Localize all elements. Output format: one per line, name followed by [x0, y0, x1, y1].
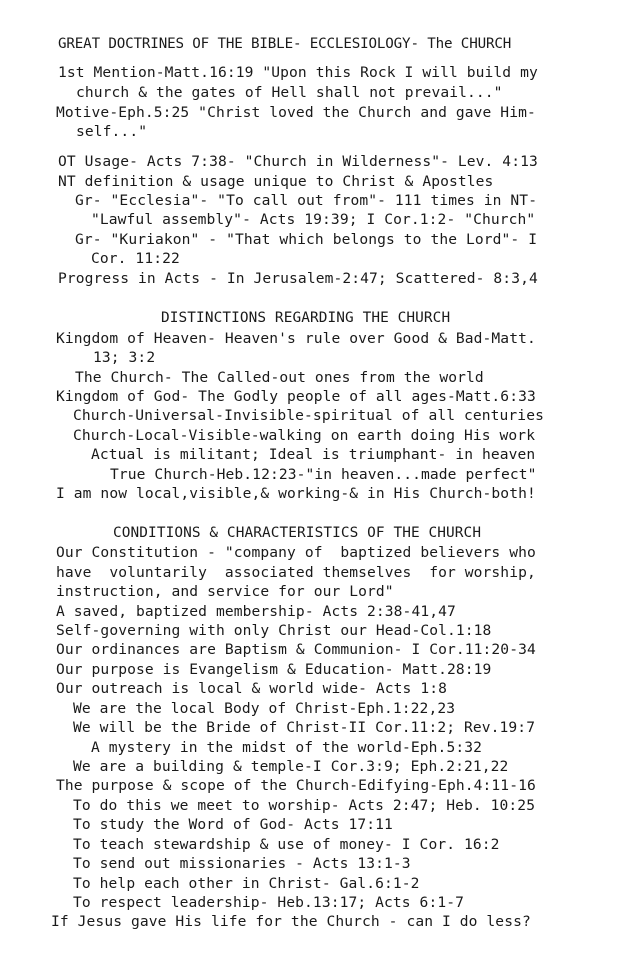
- conditions-line: We will be the Bride of Christ-II Cor.11:2; Rev.19:7: [73, 719, 536, 736]
- conditions-line: We are the local Body of Christ-Eph.1:22,23: [73, 700, 456, 717]
- conditions-line: If Jesus gave His life for the Church - can I do less?: [51, 913, 531, 930]
- conditions-line: To help each other in Christ- Gal.6:1-2: [73, 875, 420, 892]
- conditions-line: Self-governing with only Christ our Head-Col.1:18: [56, 622, 492, 639]
- usage-line: Gr- "Kuriakon" - "That which belongs to the Lord"- I: [75, 231, 538, 248]
- distinctions-line: Kingdom of God- The Godly people of all ages-Matt.6:33: [56, 388, 536, 405]
- distinctions-line: True Church-Heb.12:23-"in heaven...made perfect": [110, 466, 537, 483]
- conditions-line: The purpose & scope of the Church-Edifying-Eph.4:11-16: [56, 777, 536, 794]
- conditions-line: A mystery in the midst of the world-Eph.5:32: [91, 739, 482, 756]
- intro-line: Motive-Eph.5:25 "Christ loved the Church and gave Him-: [56, 104, 536, 121]
- conditions-line: To study the Word of God- Acts 17:11: [73, 816, 393, 833]
- distinctions-heading: DISTINCTIONS REGARDING THE CHURCH: [161, 310, 451, 326]
- conditions-line: We are a building & temple-I Cor.3:9; Eph.2:21,22: [73, 758, 509, 775]
- conditions-line: Our purpose is Evangelism & Education- Matt.28:19: [56, 661, 492, 678]
- conditions-line: To send out missionaries - Acts 13:1-3: [73, 855, 411, 872]
- distinctions-line: Church-Universal-Invisible-spiritual of all centuries: [73, 407, 544, 424]
- usage-line: OT Usage- Acts 7:38- "Church in Wilderness"- Lev. 4:13: [58, 153, 538, 170]
- distinctions-line: Actual is militant; Ideal is triumphant- in heaven: [91, 446, 536, 463]
- intro-line: self...": [76, 123, 148, 140]
- usage-line: "Lawful assembly"- Acts 19:39; I Cor.1:2- "Church": [91, 211, 536, 228]
- usage-line: NT definition & usage unique to Christ & Apostles: [58, 173, 494, 190]
- usage-line: Progress in Acts - In Jerusalem-2:47; Scattered- 8:3,4: [58, 270, 538, 287]
- intro-line: 1st Mention-Matt.16:19 "Upon this Rock I will build my: [58, 64, 538, 81]
- conditions-line: A saved, baptized membership- Acts 2:38-41,47: [56, 603, 456, 620]
- conditions-line: Our outreach is local & world wide- Acts 1:8: [56, 680, 447, 697]
- conditions-line: To teach stewardship & use of money- I Cor. 16:2: [73, 836, 500, 853]
- conditions-line: To do this we meet to worship- Acts 2:47; Heb. 10:25: [73, 797, 536, 814]
- distinctions-line: I am now local,visible,& working-& in His Church-both!: [56, 485, 536, 502]
- conditions-line: Our ordinances are Baptism & Communion- I Cor.11:20-34: [56, 641, 536, 658]
- conditions-heading: CONDITIONS & CHARACTERISTICS OF THE CHURCH: [113, 525, 482, 541]
- intro-line: church & the gates of Hell shall not prevail...": [76, 84, 503, 101]
- conditions-line: instruction, and service for our Lord": [56, 583, 394, 600]
- distinctions-line: 13; 3:2: [93, 349, 156, 366]
- distinctions-line: The Church- The Called-out ones from the world: [75, 369, 484, 386]
- usage-line: Gr- "Ecclesia"- "To call out from"- 111 times in NT-: [75, 192, 538, 209]
- distinctions-line: Church-Local-Visible-walking on earth doing His work: [73, 427, 536, 444]
- conditions-line: To respect leadership- Heb.13:17; Acts 6:1-7: [73, 894, 464, 911]
- usage-line: Cor. 11:22: [91, 250, 180, 267]
- document-title: GREAT DOCTRINES OF THE BIBLE- ECCLESIOLOGY- The CHURCH: [58, 36, 512, 52]
- conditions-line: have voluntarily associated themselves for worship,: [56, 564, 536, 581]
- distinctions-line: Kingdom of Heaven- Heaven's rule over Good & Bad-Matt.: [56, 330, 536, 347]
- conditions-line: Our Constitution - "company of baptized believers who: [56, 544, 536, 561]
